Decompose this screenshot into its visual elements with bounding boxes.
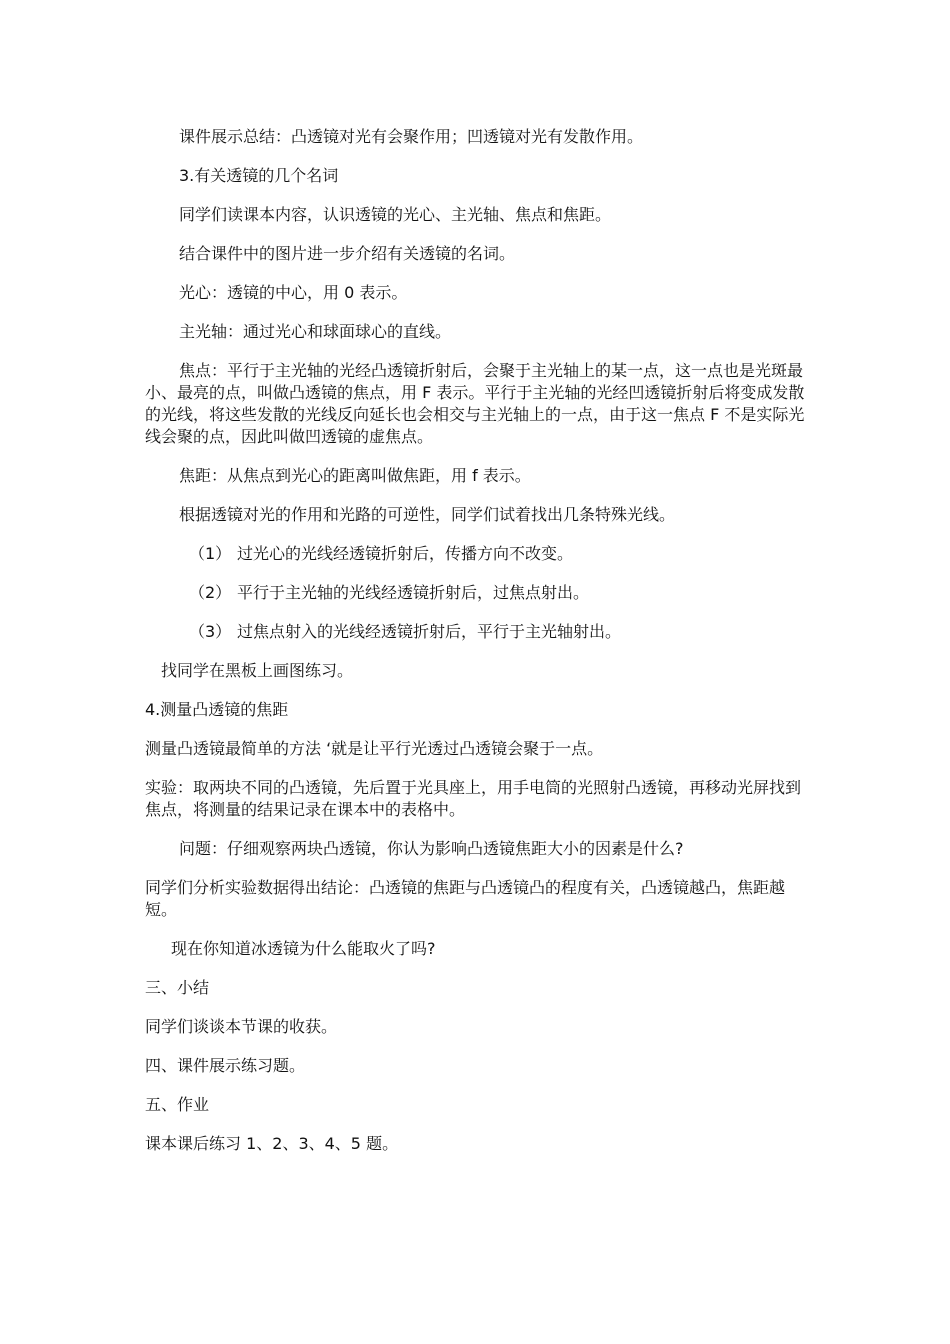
paragraph-blackboard-practice: 找同学在黑板上画图练习。 [161,661,354,680]
list-item-number: （1） [189,544,232,563]
section-heading-homework: 五、作业 [145,1095,210,1114]
definition-focal-length: 焦距：从焦点到光心的距离叫做焦距，用 f 表示。 [179,466,531,485]
list-item [145,582,805,604]
paragraph-courseware-images: 结合课件中的图片进一步介绍有关透镜的名词。 [179,244,516,263]
paragraph-read-textbook: 同学们读课本内容，认识透镜的光心、主光轴、焦点和焦距。 [179,205,612,224]
paragraph-ice-lens: 现在你知道冰透镜为什么能取火了吗? [171,939,436,958]
list-item-text: 过光心的光线经透镜折射后，传播方向不改变。 [237,544,574,563]
list-item [145,621,805,643]
list-item-number: （2） [189,583,232,602]
definition-principal-axis: 主光轴：通过光心和球面球心的直线。 [179,322,452,341]
paragraph-question: 问题：仔细观察两块凸透镜，你认为影响凸透镜焦距大小的因素是什么? [179,839,684,858]
section-heading-lens-terms: 3.有关透镜的几个名词 [179,166,339,185]
list-item-text: 平行于主光轴的光线经透镜折射后，过焦点射出。 [237,583,590,602]
paragraph-harvest: 同学们谈谈本节课的收获。 [145,1017,338,1036]
section-heading-summary: 三、小结 [145,978,210,997]
paragraph-experiment: 实验：取两块不同的凸透镜，先后置于光具座上，用手电筒的光照射凸透镜，再移动光屏找到焦点，将测量的结果记录在课本中的表格中。 [145,778,802,819]
paragraph-special-rays: 根据透镜对光的作用和光路的可逆性，同学们试着找出几条特殊光线。 [179,505,676,524]
paragraph-conclusion: 同学们分析实验数据得出结论：凸透镜的焦距与凸透镜凸的程度有关，凸透镜越凸，焦距越短。 [145,878,786,919]
document-body [145,126,805,1155]
list-item [145,543,805,565]
section-heading-exercises: 四、课件展示练习题。 [145,1056,306,1075]
summary-paragraph: 课件展示总结：凸透镜对光有会聚作用；凹透镜对光有发散作用。 [179,127,644,146]
paragraph-simplest-method: 测量凸透镜最简单的方法 ‘就是让平行光透过凸透镜会聚于一点。 [145,739,604,758]
paragraph-homework-items: 课本课后练习 1、2、3、4、5 题。 [145,1134,399,1153]
list-item-number: （3） [189,622,232,641]
section-heading-measure-focal-length: 4.测量凸透镜的焦距 [145,700,289,719]
definition-focal-point: 焦点：平行于主光轴的光经凸透镜折射后，会聚于主光轴上的某一点，这一点也是光斑最小、最亮的点，叫做凸透镜的焦点，用 F 表示。平行于主光轴的光经凹透镜折射后将变成发散的光线，将这些发散的光线反向延长也会相交与主光轴上的一点，由于这一焦点 F 不是实际光线会聚的点，因此叫做凹透镜的虚焦点。 [145,361,805,446]
list-item-text: 过焦点射入的光线经透镜折射后，平行于主光轴射出。 [237,622,622,641]
definition-optical-center: 光心：透镜的中心，用 0 表示。 [179,283,408,302]
